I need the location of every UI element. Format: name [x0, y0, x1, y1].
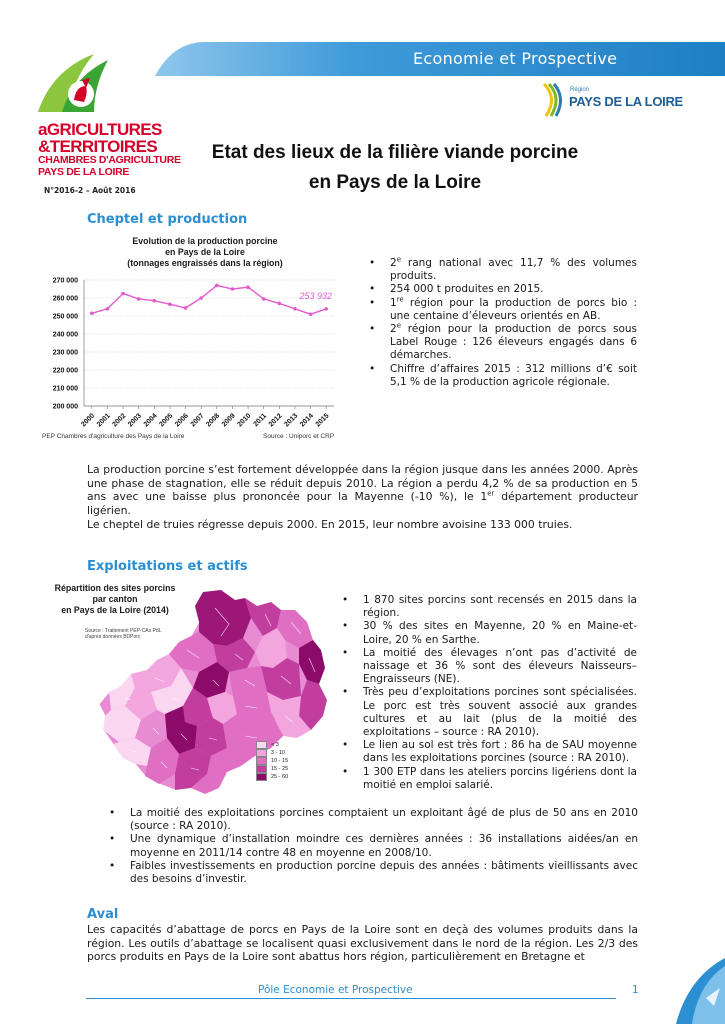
paragraph-text: Le cheptel de truies régresse depuis 2000. En 2015, leur nombre avoisine 133 000 truies. — [87, 517, 573, 531]
data-point — [121, 292, 125, 296]
data-point — [293, 307, 297, 311]
list-item: • La moitié des élevages n’ont pas d’activité de naissage et 36 % sont des éleveurs Naisseurs–Engraisseurs (NE). — [363, 647, 637, 687]
data-point — [215, 284, 219, 288]
map-source-line-1: Source : Traitement PEP-CAs PdL — [85, 628, 162, 634]
y-tick-label: 220 000 — [52, 367, 78, 375]
legend-item — [256, 757, 288, 765]
y-tick-label: 270 000 — [52, 277, 78, 285]
map-title-line-1: Répartition des sites porcins — [54, 583, 176, 593]
x-tick-label: 2002 — [111, 412, 128, 429]
chart-title-line-3: (tonnages engraissés dans la région) — [127, 258, 283, 268]
exploitations-wide-bullets — [130, 807, 638, 886]
list-item: • Une dynamique d’installation moindre ces dernières années : 36 installations aidées/an en moyenne en 2011/14 contre 48 en moyenne en 2008/10. — [130, 833, 638, 859]
data-point — [90, 312, 94, 316]
list-item: • 2e rang national avec 11,7 % des volumes produits. — [390, 257, 637, 283]
production-line-chart — [38, 270, 348, 432]
x-tick-label: 2010 — [236, 412, 253, 429]
y-tick-label: 210 000 — [52, 385, 78, 393]
y-tick-label: 250 000 — [52, 313, 78, 321]
data-point — [199, 296, 203, 300]
y-tick-label: 230 000 — [52, 349, 78, 357]
x-tick-label: 2013 — [283, 412, 300, 429]
x-tick-label: 2007 — [189, 412, 206, 429]
legend-label: 3 - 10 — [271, 750, 286, 756]
data-point — [262, 297, 266, 301]
x-tick-label: 2011 — [252, 412, 269, 429]
list-item: • Très peu d’exploitations porcines sont spécialisées. Le porc est très souvent associé aux grandes cultures et au lait (plus de la moitié des exploitations – source : RA 2010). — [363, 686, 637, 739]
value-annotation: 253 932 — [299, 290, 332, 301]
data-point — [137, 297, 141, 301]
list-item: • 2e région pour la production de porcs sous Label Rouge : 126 éleveurs engagés dans 6 démarches. — [390, 323, 637, 363]
superscript: er — [487, 489, 495, 498]
legend-label: 10 - 15 — [271, 758, 289, 764]
chart-source-left: PEP Chambres d'agriculture des Pays de la Loire — [42, 433, 185, 440]
data-point — [168, 303, 172, 307]
list-item: • 30 % des sites en Mayenne, 20 % en Maine-et-Loire, 20 % en Sarthe. — [363, 620, 637, 646]
paragraph-text: La production porcine s’est fortement développée dans la région jusque dans les années 2000. Après une phase de stagnation, elle se réduit depuis 2010. La région a perdu 4,2 % de sa production en 5 ans avec une baisse plus prononcée pour la Mayenne (-10 %), le 1 — [87, 463, 638, 504]
map-title — [40, 583, 190, 616]
corner-swoosh-icon — [668, 958, 725, 1024]
chart-source-right: Source : Uniporc et CRP — [263, 433, 335, 440]
production-bullets — [390, 257, 637, 389]
logo-line-region: PAYS DE LA LOIRE — [38, 166, 130, 178]
legend-swatch — [256, 757, 267, 765]
issue-number: N°2016-2 – Août 2016 — [44, 186, 136, 195]
y-tick-label: 240 000 — [52, 331, 78, 339]
x-tick-label: 2003 — [127, 412, 144, 429]
x-tick-label: 2014 — [299, 412, 315, 429]
paragraph-text: département producteur ligérien. — [87, 490, 638, 518]
production-paragraph — [87, 463, 638, 532]
legend-label: 15 - 25 — [271, 766, 289, 772]
map-source — [85, 628, 161, 640]
map-title-line-3: en Pays de la Loire (2014) — [61, 605, 169, 615]
legend-item — [256, 765, 288, 773]
x-tick-label: 2001 — [95, 412, 112, 429]
data-point — [231, 287, 235, 291]
exploitations-bullets — [363, 594, 637, 792]
y-tick-label: 260 000 — [52, 295, 78, 303]
list-item: • 1 870 sites porcins sont recensés en 2015 dans la région. — [363, 594, 637, 620]
x-tick-label: 2012 — [267, 412, 284, 429]
title-line-2: en Pays de la Loire — [308, 172, 482, 193]
x-tick-label: 2009 — [220, 412, 237, 429]
x-tick-label: 2006 — [174, 412, 190, 429]
page-number: 1 — [632, 984, 639, 996]
section-heading-exploitations: Exploitations et actifs — [87, 559, 248, 574]
canton-map — [95, 588, 340, 803]
data-point — [309, 312, 313, 316]
chart-title-line-1: Evolution de la production porcine — [132, 236, 278, 246]
list-item: • 1re région pour la production de porcs bio : une centaine d’éleveurs orientés en AB. — [390, 297, 637, 323]
list-item: • 254 000 t produites en 2015. — [390, 283, 637, 296]
footer-divider — [86, 998, 616, 999]
series-line — [92, 285, 326, 314]
logo-line-agricultures: aGRICULTURES — [38, 120, 162, 139]
data-point — [246, 285, 250, 289]
list-item: • 1 300 ETP dans les ateliers porcins ligériens dont la moitié en emploi salarié. — [363, 766, 637, 792]
x-tick-label: 2008 — [205, 412, 222, 429]
y-tick-label: 200 000 — [52, 403, 78, 411]
title-line-1: Etat des lieux de la filière viande porcine — [211, 142, 579, 163]
chart-title-line-2: en Pays de la Loire — [165, 247, 245, 257]
section-heading-cheptel: Cheptel et production — [87, 212, 248, 227]
legend-item — [256, 741, 288, 749]
x-tick-label: 2000 — [80, 412, 97, 429]
section-heading-aval: Aval — [87, 907, 119, 922]
aval-paragraph: Les capacités d’abattage de porcs en Pays de la Loire sont en deçà des volumes produits dans la région. Les outils d’abattage se localisent quasi exclusivement dans le nord de la région. Les 2/3 des porcs produits en Pays de la Loire sont abattus hors région, particulièrement en Bretagne et — [87, 923, 638, 964]
banner-title: Economie et Prospective — [413, 49, 618, 68]
legend-item — [256, 773, 288, 781]
x-tick-label: 2005 — [158, 412, 175, 429]
legend-swatch — [256, 773, 267, 781]
legend-swatch — [256, 741, 267, 749]
footer-text: Pôle Economie et Prospective — [258, 984, 413, 996]
region-logo-small: Région — [570, 87, 590, 93]
list-item: • Faibles investissements en production porcine depuis des années : bâtiments vieillissants avec des besoins d’investir. — [130, 860, 638, 886]
x-tick-label: 2015 — [314, 412, 331, 429]
map-title-line-2: par canton — [92, 594, 138, 604]
data-point — [184, 306, 188, 310]
legend-swatch — [256, 749, 267, 757]
list-item: • La moitié des exploitations porcines comptaient un exploitant âgé de plus de 50 ans en 2010 (source : RA 2010). — [130, 807, 638, 833]
logo-line-territoires: &TERRITOIRES — [38, 137, 158, 156]
chart-title — [90, 236, 320, 269]
list-item: • Chiffre d’affaires 2015 : 312 millions d’€ soit 5,1 % de la production agricole régionale. — [390, 363, 637, 389]
legend-label: < 3 — [271, 742, 279, 748]
legend-label: 25 - 60 — [271, 774, 289, 780]
legend-item — [256, 749, 288, 757]
map-legend — [256, 741, 288, 781]
list-item: • Le lien au sol est très fort : 86 ha de SAU moyenne dans les exploitations porcines (source : RA 2010). — [363, 739, 637, 765]
page-title — [150, 138, 640, 198]
legend-swatch — [256, 765, 267, 773]
data-point — [106, 307, 110, 311]
data-point — [278, 302, 282, 306]
region-logo-icon — [540, 82, 568, 118]
x-tick-label: 2004 — [142, 412, 159, 429]
agriculture-logo-icon — [32, 50, 122, 120]
data-point — [153, 299, 157, 303]
logo-line-chambres: CHAMBRES D'AGRICULTURE — [38, 154, 181, 166]
data-point — [324, 307, 328, 311]
map-source-line-2: d'après données BDPorc — [85, 634, 141, 640]
region-logo-name: PAYS DE LA LOIRE — [569, 94, 683, 109]
